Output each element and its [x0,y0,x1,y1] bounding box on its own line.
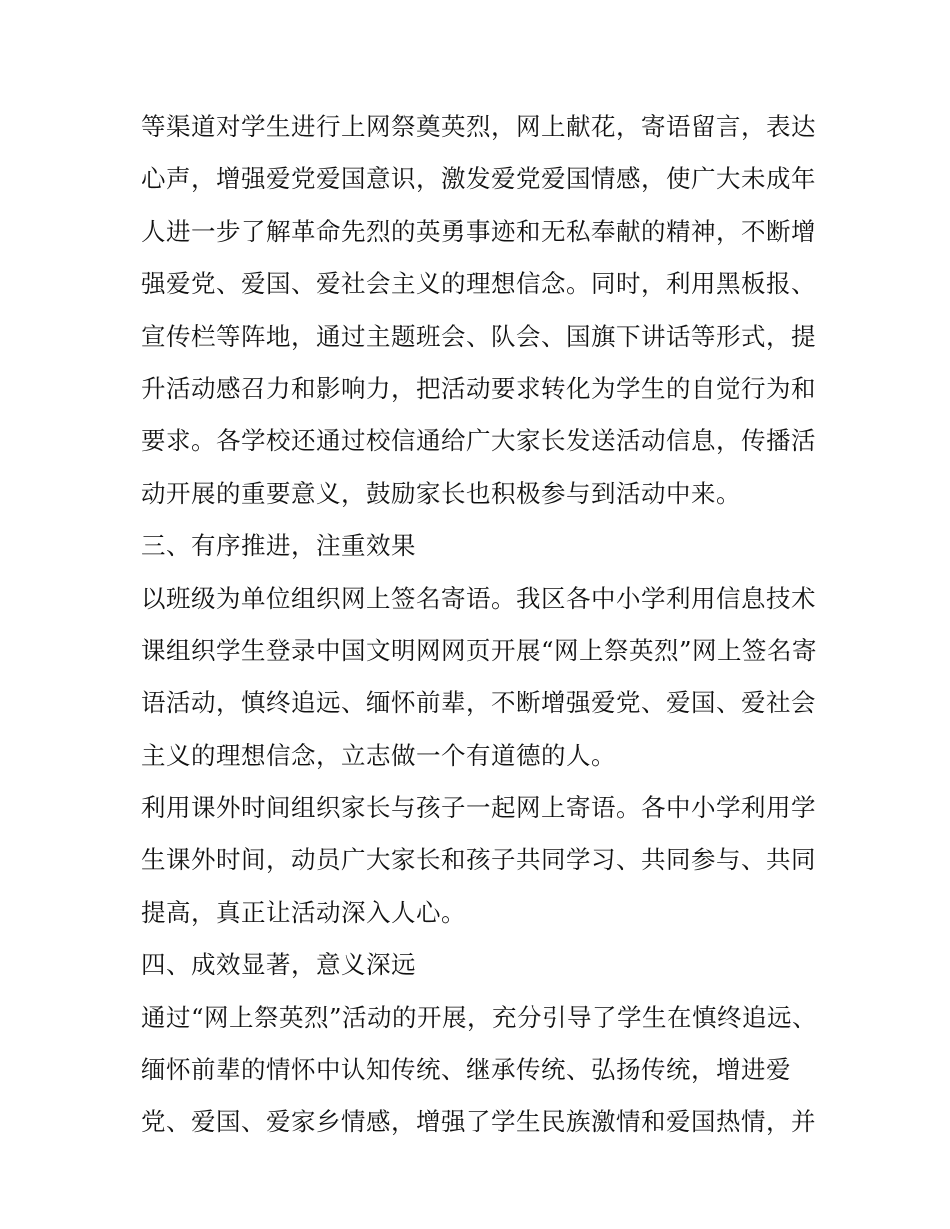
paragraph-line: 缅怀前辈的情怀中认知传统、继承传统、弘扬传统，增进爱 [141,1055,791,1085]
section-heading: 四、成效显著，意义深远 [141,950,416,980]
paragraph-line: 党、爱国、爱家乡情感，增强了学生民族激情和爱国热情，并 [141,1107,816,1137]
paragraph-line: 动开展的重要意义，鼓励家长也积极参与到活动中来。 [141,478,741,508]
paragraph-line: 以班级为单位组织网上签名寄语。我区各中小学利用信息技术 [141,583,816,613]
paragraph-line: 强爱党、爱国、爱社会主义的理想信念。同时，利用黑板报、 [141,269,816,299]
paragraph-line: 升活动感召力和影响力，把活动要求转化为学生的自觉行为和 [141,373,816,403]
section-heading: 三、有序推进，注重效果 [141,531,416,561]
paragraph-line: 要求。各学校还通过校信通给广大家长发送活动信息，传播活 [141,426,816,456]
paragraph-line: 等渠道对学生进行上网祭奠英烈，网上献花，寄语留言，表达 [141,112,816,141]
paragraph-line: 语活动，慎终追远、缅怀前辈，不断增强爱党、爱国、爱社会 [141,688,816,718]
paragraph-line: 生课外时间，动员广大家长和孩子共同学习、共同参与、共同 [141,845,816,875]
paragraph-line: 主义的理想信念，立志做一个有道德的人。 [141,740,616,770]
paragraph-line: 通过“网上祭英烈”活动的开展，充分引导了学生在慎终追远、 [141,1002,818,1032]
document-body [141,101,821,1149]
paragraph-line: 利用课外时间组织家长与孩子一起网上寄语。各中小学利用学 [141,793,816,823]
paragraph-line: 课组织学生登录中国文明网网页开展“网上祭英烈”网上签名寄 [141,635,818,665]
paragraph-line: 人进一步了解革命先烈的英勇事迹和无私奉献的精神，不断增 [141,216,816,246]
paragraph-line: 心声，增强爱党爱国意识，激发爱党爱国情感，使广大未成年 [141,164,816,194]
paragraph-line: 提高，真正让活动深入人心。 [141,897,466,927]
paragraph-line: 宣传栏等阵地，通过主题班会、队会、国旗下讲话等形式，提 [141,321,816,351]
